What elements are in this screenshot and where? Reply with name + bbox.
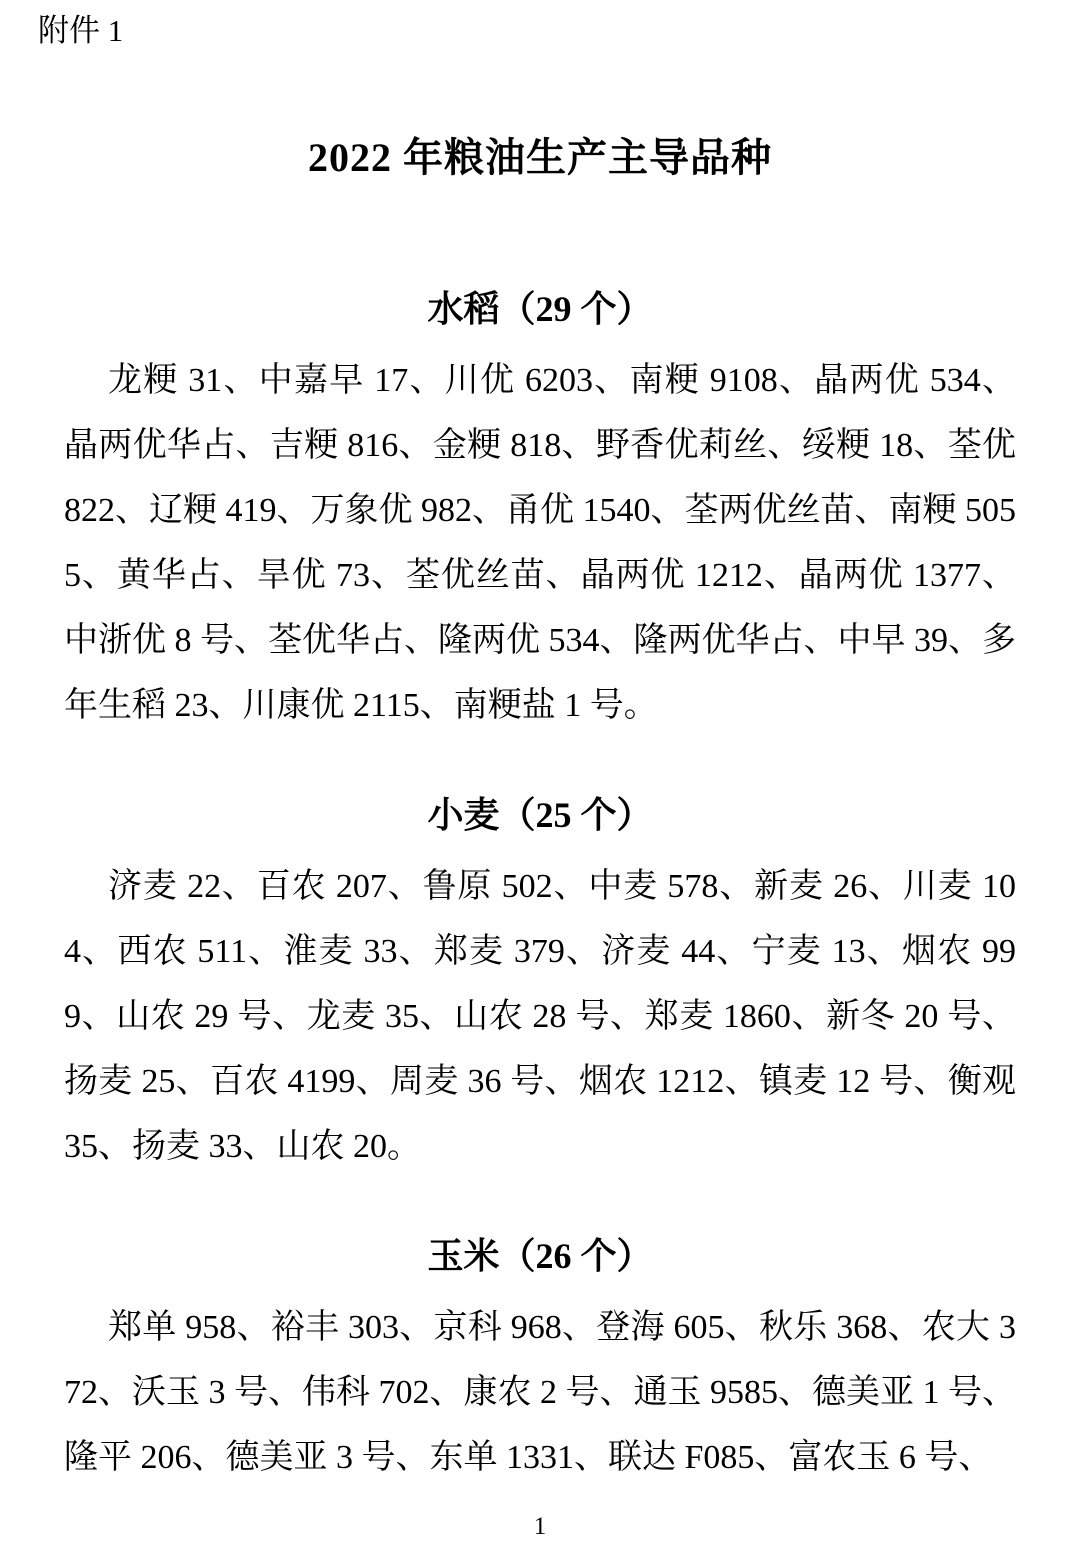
section-body: 济麦 22、百农 207、鲁原 502、中麦 578、新麦 26、川麦 104、西农 511、淮麦 33、郑麦 379、济麦 44、宁麦 13、烟农 999、山农 29 号、龙麦 35、山农 28 号、郑麦 1860、新冬 20 号、扬麦 25、百农 4199、周麦 36 号、烟农 1212、镇麦 12 号、衡观 35、扬麦 33、山农 20。 — [64, 868, 1016, 1165]
section-heading: 玉米（26 个） — [427, 1236, 653, 1276]
variety-section — [64, 1231, 1016, 1490]
section-body: 郑单 958、裕丰 303、京科 968、登海 605、秋乐 368、农大 372、沃玉 3 号、伟科 702、康农 2 号、通玉 9585、德美亚 1 号、隆平 206、德美亚 3 号、东单 1331、联达 F085、富农玉 6 号、 — [64, 1309, 1016, 1476]
page-number: 1 — [533, 1513, 547, 1540]
attachment-label: 附件 1 — [38, 13, 124, 48]
section-heading: 水稻（29 个） — [427, 289, 653, 329]
document-title: 2022 年粮油生产主导品种 — [308, 135, 772, 180]
section-body: 龙粳 31、中嘉早 17、川优 6203、南粳 9108、晶两优 534、晶两优华占、吉粳 816、金粳 818、野香优莉丝、绥粳 18、荃优 822、辽粳 419、万象优 982、甬优 1540、荃两优丝苗、南粳 5055、黄华占、旱优 73、荃优丝苗、晶两优 1212、晶两优 1377、中浙优 8 号、荃优华占、隆两优 534、隆两优华占、中早 39、多年生稻 23、川康优 2115、南粳盐 1 号。 — [64, 362, 1016, 724]
sections-container — [64, 284, 1016, 1490]
variety-section — [64, 284, 1016, 738]
variety-section — [64, 790, 1016, 1179]
section-heading: 小麦（25 个） — [427, 795, 653, 835]
